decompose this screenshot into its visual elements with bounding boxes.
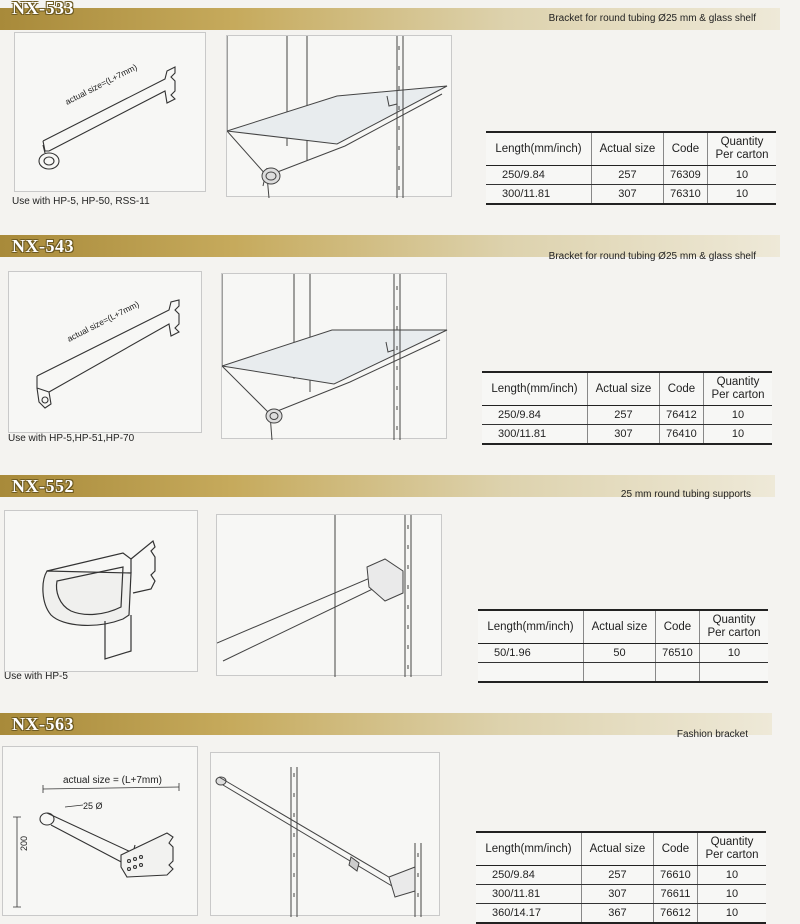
- col-quantity-line1: Quantity: [720, 136, 764, 148]
- installation-drawing: [210, 752, 440, 916]
- diameter-label: 25 Ø: [83, 801, 103, 811]
- section-header-nx-533: [0, 0, 780, 30]
- cell-code: 76412: [659, 406, 703, 425]
- installation-drawing: [226, 35, 452, 197]
- bracket-drawing: [14, 32, 206, 192]
- model-description: 25 mm round tubing supports: [620, 489, 751, 500]
- installation-illustration: [211, 753, 441, 917]
- col-quantity: [699, 610, 768, 644]
- cell-qty: 10: [697, 885, 766, 904]
- cell-code: 76610: [653, 866, 697, 885]
- cell-actual: 50: [584, 644, 656, 663]
- cell-length: 250/9.84: [482, 406, 588, 425]
- cell-qty: 10: [703, 406, 772, 425]
- spec-table-nx-533: [486, 131, 776, 205]
- dimension-label: actual size=(L+7mm): [63, 61, 139, 107]
- section-header-nx-563: [0, 713, 772, 740]
- col-actual-size: Actual size: [584, 610, 656, 644]
- height-label: 200: [19, 835, 29, 851]
- cell-qty: 10: [697, 866, 766, 885]
- cell-length: 300/11.81: [476, 885, 582, 904]
- cell-length: 360/14.17: [476, 904, 582, 924]
- support-illustration: [5, 511, 199, 673]
- model-title: NX-533: [12, 0, 74, 18]
- spec-table-nx-543: [482, 371, 772, 445]
- cell-length: 250/9.84: [486, 166, 592, 185]
- cell-length: 300/11.81: [486, 185, 592, 205]
- col-quantity: [703, 372, 772, 406]
- model-title: NX-543: [12, 236, 74, 256]
- cell-length: 250/9.84: [476, 866, 582, 885]
- col-code: Code: [659, 372, 703, 406]
- cell-actual: 307: [592, 185, 664, 205]
- col-quantity-line2: Per carton: [707, 627, 761, 639]
- cell-code: 76410: [659, 425, 703, 445]
- dimension-label: actual size=(L+7mm): [65, 298, 141, 344]
- col-quantity-line2: Per carton: [705, 849, 759, 861]
- cell-length: 300/11.81: [482, 425, 588, 445]
- model-description: Bracket for round tubing Ø25 mm & glass shelf: [548, 251, 756, 262]
- table-row: [482, 406, 772, 425]
- cell-actual: [584, 663, 656, 683]
- model-description: Fashion bracket: [676, 729, 748, 740]
- installation-drawing: [221, 273, 447, 439]
- col-actual-size: Actual size: [592, 132, 664, 166]
- installation-illustration: [222, 274, 448, 440]
- cell-actual: 307: [582, 885, 654, 904]
- table-row: [476, 885, 766, 904]
- cell-qty: 10: [707, 185, 776, 205]
- cell-qty: 10: [707, 166, 776, 185]
- cell-actual: 367: [582, 904, 654, 924]
- col-length: Length(mm/inch): [478, 610, 584, 644]
- section-header-nx-552: [0, 475, 775, 500]
- col-quantity-line1: Quantity: [716, 376, 760, 388]
- fashion-bracket-drawing: [2, 746, 198, 916]
- col-actual-size: Actual size: [582, 832, 654, 866]
- cell-qty: 10: [697, 904, 766, 924]
- cell-code: 76611: [653, 885, 697, 904]
- table-header-row: [476, 832, 766, 866]
- cell-actual: 257: [592, 166, 664, 185]
- model-title: NX-552: [12, 476, 74, 496]
- cell-code: 76612: [653, 904, 697, 924]
- col-quantity-line1: Quantity: [710, 836, 754, 848]
- cell-code: 76510: [655, 644, 699, 663]
- col-quantity: [707, 132, 776, 166]
- cell-qty: [699, 663, 768, 683]
- table-row: [478, 663, 768, 683]
- dimension-label: actual size = (L+7mm): [63, 775, 162, 786]
- bracket-illustration: [9, 272, 203, 434]
- col-length: Length(mm/inch): [482, 372, 588, 406]
- use-with-note: Use with HP-5, HP-50, RSS-11: [12, 196, 150, 207]
- col-code: Code: [655, 610, 699, 644]
- model-title: NX-563: [12, 714, 74, 734]
- table-header-row: [486, 132, 776, 166]
- cell-code: [655, 663, 699, 683]
- support-drawing: [4, 510, 198, 672]
- cell-actual: 307: [588, 425, 660, 445]
- cell-length: [478, 663, 584, 683]
- col-quantity: [697, 832, 766, 866]
- col-quantity-line2: Per carton: [715, 149, 769, 161]
- cell-qty: 10: [703, 425, 772, 445]
- cell-code: 76310: [663, 185, 707, 205]
- table-header-row: [478, 610, 768, 644]
- installation-illustration: [217, 515, 443, 677]
- installation-drawing: [216, 514, 442, 676]
- bracket-drawing: [8, 271, 202, 433]
- table-row: [482, 425, 772, 445]
- table-row: [478, 644, 768, 663]
- col-code: Code: [663, 132, 707, 166]
- fashion-bracket-illustration: [3, 747, 199, 917]
- col-actual-size: Actual size: [588, 372, 660, 406]
- cell-actual: 257: [582, 866, 654, 885]
- table-header-row: [482, 372, 772, 406]
- col-quantity-line1: Quantity: [712, 614, 756, 626]
- table-row: [476, 866, 766, 885]
- use-with-note: Use with HP-5,HP-51,HP-70: [8, 433, 135, 444]
- cell-length: 50/1.96: [478, 644, 584, 663]
- table-row: [476, 904, 766, 924]
- use-with-note: Use with HP-5: [4, 671, 68, 682]
- bracket-illustration: [15, 33, 207, 193]
- col-length: Length(mm/inch): [476, 832, 582, 866]
- cell-code: 76309: [663, 166, 707, 185]
- spec-table-nx-563: [476, 831, 766, 924]
- table-row: [486, 166, 776, 185]
- col-code: Code: [653, 832, 697, 866]
- cell-qty: 10: [699, 644, 768, 663]
- col-length: Length(mm/inch): [486, 132, 592, 166]
- col-quantity-line2: Per carton: [711, 389, 765, 401]
- section-header-nx-543: [0, 235, 780, 262]
- installation-illustration: [227, 36, 453, 198]
- spec-table-nx-552: [478, 609, 768, 683]
- cell-actual: 257: [588, 406, 660, 425]
- model-description: Bracket for round tubing Ø25 mm & glass shelf: [548, 13, 756, 24]
- table-row: [486, 185, 776, 205]
